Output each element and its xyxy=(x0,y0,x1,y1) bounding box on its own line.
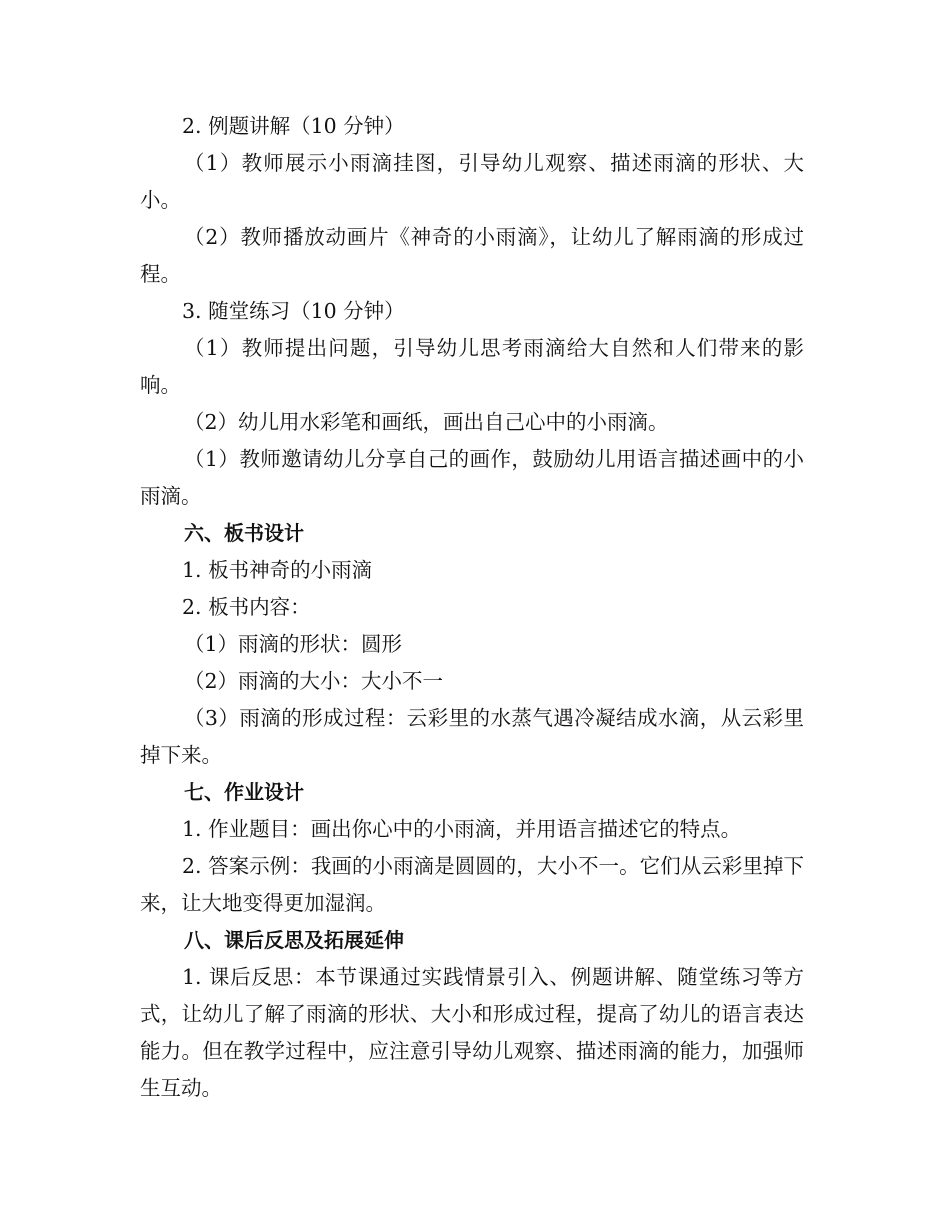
list-item: 1. 板书神奇的小雨滴 xyxy=(182,558,373,582)
list-item: 2. 板书内容： xyxy=(182,595,311,619)
list-item: （2）雨滴的大小：大小不一 xyxy=(184,669,444,693)
section-item-classroom-practice: 3. 随堂练习（10 分钟） xyxy=(182,299,405,323)
list-item: 1. 作业题目：画出你心中的小雨滴，并用语言描述它的特点。 xyxy=(182,817,742,841)
section-item-example-explanation: 2. 例题讲解（10 分钟） xyxy=(182,114,405,138)
section-heading-homework-design: 七、作业设计 xyxy=(184,780,304,804)
paragraph: （1）教师展示小雨滴挂图，引导幼儿观察、描述雨滴的形状、大小。 xyxy=(140,151,804,212)
document-body xyxy=(140,108,804,1107)
section-heading-blackboard-design: 六、板书设计 xyxy=(184,521,304,545)
paragraph: （1）教师提出问题，引导幼儿思考雨滴给大自然和人们带来的影响。 xyxy=(140,336,804,397)
paragraph: 1. 课后反思：本节课通过实践情景引入、例题讲解、随堂练习等方式，让幼儿了解了雨滴的形状、大小和形成过程，提高了幼儿的语言表达能力。但在教学过程中，应注意引导幼儿观察、描述雨滴的能力，加强师生互动。 xyxy=(140,965,804,1100)
list-item: 2. 答案示例：我画的小雨滴是圆圆的，大小不一。它们从云彩里掉下来，让大地变得更加湿润。 xyxy=(140,854,804,915)
list-item: （3）雨滴的形成过程：云彩里的水蒸气遇冷凝结成水滴，从云彩里掉下来。 xyxy=(140,706,804,767)
paragraph: （2）幼儿用水彩笔和画纸，画出自己心中的小雨滴。 xyxy=(184,410,669,434)
section-heading-reflection: 八、课后反思及拓展延伸 xyxy=(184,928,404,952)
paragraph: （2）教师播放动画片《神奇的小雨滴》，让幼儿了解雨滴的形成过程。 xyxy=(140,225,804,286)
paragraph: （1）教师邀请幼儿分享自己的画作，鼓励幼儿用语言描述画中的小雨滴。 xyxy=(140,447,804,508)
list-item: （1）雨滴的形状：圆形 xyxy=(184,632,403,656)
